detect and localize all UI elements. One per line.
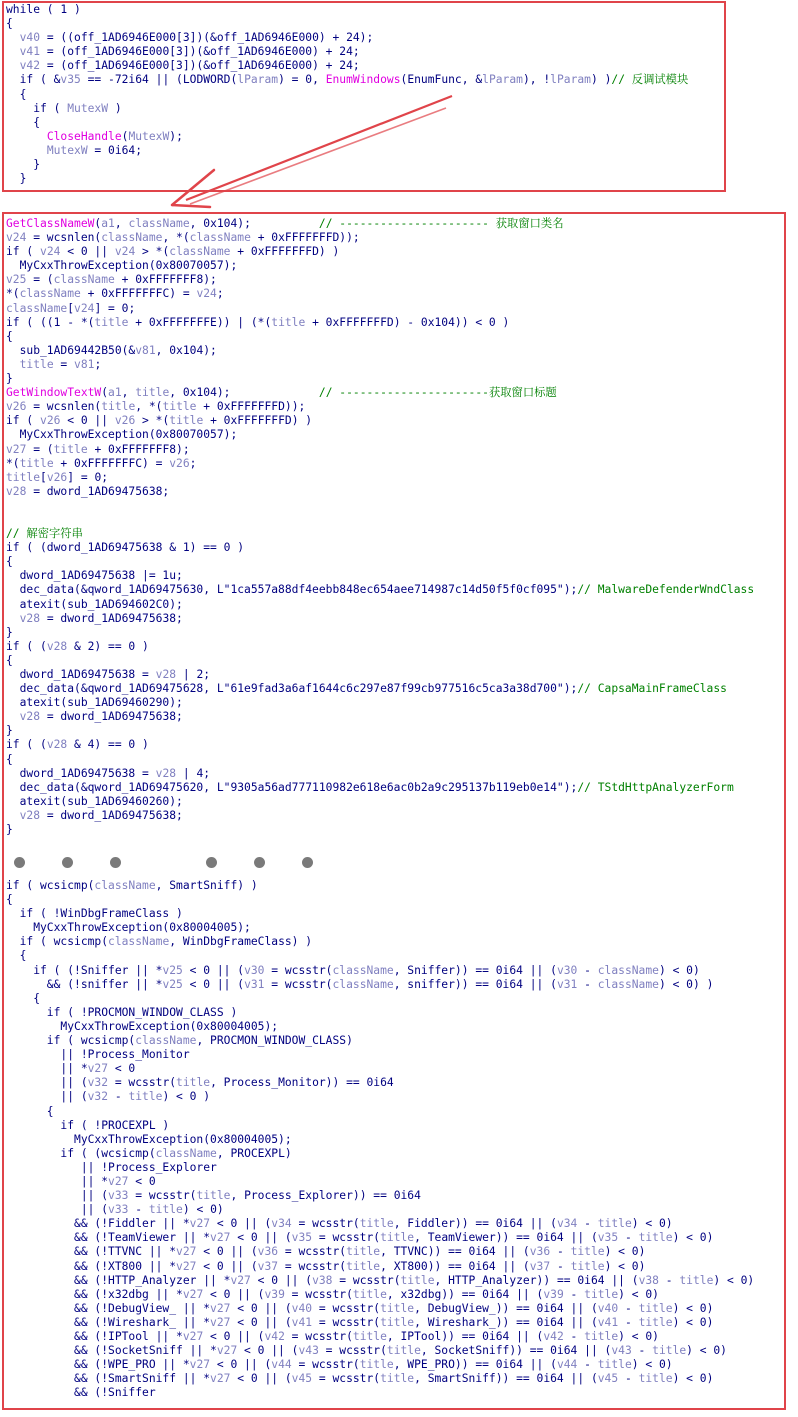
code-line: MyCxxThrowException(0x80004005); [6, 921, 251, 935]
code-line: v40 = ((off_1AD6946E000[3])(&off_1AD6946E000) + 24); [19, 31, 374, 45]
code-line: v41 = (off_1AD6946E000[3])(&off_1AD6946E000) + 24; [19, 45, 360, 59]
code-line: MyCxxThrowException(0x80004005); [6, 1019, 279, 1033]
code-line: { [6, 653, 13, 667]
code-line: title[v26] = 0; [6, 470, 109, 484]
code-line: } [6, 158, 41, 172]
dot-icon [302, 857, 313, 868]
code-line: { [6, 17, 13, 31]
code-line: v28 = dword_1AD69475638; [19, 808, 183, 822]
code-line: { [6, 1104, 54, 1118]
code-line: dec_data(&qword_1AD69475620, L"9305a56ad777110982e618e6ac0b2a9c295137b119eb0e14");// TStdHttpAnalyzerForm [6, 780, 734, 794]
code-line: && (!Fiddler || *v27 < 0 || (v34 = wcsstr(title, Fiddler)) == 0i64 || (v34 - title) < 0) [6, 1217, 673, 1231]
code-line: *(className + 0xFFFFFFFC) = v24; [6, 287, 224, 301]
code-line: || !Process_Monitor [6, 1048, 190, 1062]
code-line: && (!sniffer || *v25 < 0 || (v31 = wcsstr(className, sniffer)) == 0i64 || (v31 - className) < 0) ) [6, 977, 714, 991]
code-line: } [6, 172, 27, 186]
code-line: // 解密字符串 [6, 527, 83, 541]
code-line [6, 513, 754, 527]
code-line: if ( (v28 & 4) == 0 ) [6, 738, 149, 752]
dot-icon [206, 857, 217, 868]
code-line: if ( !PROCEXPL ) [6, 1118, 170, 1132]
code-line: && (!SmartSniff || *v27 < 0 || (v45 = wcsstr(title, SmartSniff)) == 0i64 || (v45 - title) < 0) [6, 1372, 714, 1386]
code-line: && (!DebugView_ || *v27 < 0 || (v40 = wcsstr(title, DebugView_)) == 0i64 || (v40 - title) < 0) [6, 1301, 714, 1315]
code-line: if ( (v28 & 2) == 0 ) [6, 639, 149, 653]
code-line: dword_1AD69475638 = v28 | 2; [6, 668, 211, 681]
code-line: && (!Wireshark_ || *v27 < 0 || (v41 = wcsstr(title, Wireshark_)) == 0i64 || (v41 - title) < 0) [6, 1315, 714, 1329]
code-line: && (!IPTool || *v27 < 0 || (v42 = wcsstr(title, IPTool)) == 0i64 || (v42 - title) < 0) [6, 1330, 659, 1343]
code-line: v25 = (className + 0xFFFFFFF8); [6, 273, 217, 287]
code-line: CloseHandle(MutexW); [46, 129, 183, 143]
code-line: && (!SocketSniff || *v27 < 0 || (v43 = wcsstr(title, SocketSniff)) == 0i64 || (v43 - title) < 0) [6, 1344, 727, 1358]
code-line: dword_1AD69475638 |= 1u; [6, 569, 183, 583]
code-line: if ( wcsicmp(className, WinDbgFrameClass) ) [6, 935, 313, 949]
code-line: if ( !PROCMON_WINDOW_CLASS ) [6, 1005, 238, 1019]
code-block-anti-debug [6, 3, 688, 186]
code-line: v28 = dword_1AD69475638; [6, 484, 170, 498]
code-line [6, 499, 754, 513]
code-line: } [6, 372, 13, 386]
code-line: { [6, 115, 41, 129]
code-line: || *v27 < 0 [6, 1062, 136, 1076]
code-block-window-info [6, 217, 754, 837]
code-line: && (!TeamViewer || *v27 < 0 || (v35 = wcsstr(title, TeamViewer)) == 0i64 || (v35 - title) < 0) [6, 1231, 714, 1245]
code-line: || (v33 - title) < 0) [6, 1203, 224, 1217]
code-line: atexit(sub_1AD69460290); [6, 696, 183, 710]
code-line: && (!x32dbg || *v27 < 0 || (v39 = wcsstr(title, x32dbg)) == 0i64 || (v39 - title) < 0) [6, 1287, 659, 1301]
code-line: { [6, 752, 13, 766]
code-line: || (v32 - title) < 0 ) [6, 1090, 211, 1104]
code-line: dword_1AD69475638 = v28 | 4; [6, 766, 211, 780]
code-line: if ( MutexW ) [6, 101, 122, 115]
code-line: { [6, 991, 41, 1005]
code-line: { [6, 949, 27, 963]
code-line: dec_data(&qword_1AD69475630, L"1ca557a88df4eebb848ec654aee714987c14d50f5f0cf095");// MalwareDefenderWndClass [6, 583, 755, 597]
code-line: GetClassNameW(a1, className, 0x104); // ---------------------- 获取窗口类名 [6, 217, 564, 230]
code-line: { [6, 87, 27, 101]
dot-icon [110, 857, 121, 868]
code-line: { [6, 329, 13, 343]
code-line: && (!TTVNC || *v27 < 0 || (v36 = wcsstr(title, TTVNC)) == 0i64 || (v36 - title) < 0) [6, 1245, 646, 1259]
code-line: v28 = dword_1AD69475638; [19, 611, 183, 625]
code-line: if ( wcsicmp(className, PROCMON_WINDOW_CLASS) [6, 1034, 353, 1048]
code-line: MyCxxThrowException(0x80070057); [6, 428, 238, 442]
code-line: if ( !WinDbgFrameClass ) [6, 907, 183, 921]
code-line: || !Process_Explorer [6, 1160, 217, 1174]
code-line: if ( v26 < 0 || v26 > *(title + 0xFFFFFFFD) ) [6, 414, 313, 428]
code-line: if ( ((1 - *(title + 0xFFFFFFFE)) | (*(title + 0xFFFFFFFD) - 0x104)) < 0 ) [6, 315, 510, 329]
code-line: title = v81; [19, 357, 102, 371]
code-line: MyCxxThrowException(0x80070057); [6, 259, 238, 273]
code-line: } [6, 823, 13, 837]
code-line: || *v27 < 0 [6, 1174, 156, 1188]
code-line: || (v33 = wcsstr(title, Process_Explorer)) == 0i64 [6, 1189, 421, 1203]
code-line: v42 = (off_1AD6946E000[3])(&off_1AD6946E000) + 24; [19, 59, 360, 73]
code-block-tool-detection [6, 879, 754, 1400]
code-line: GetWindowTextW(a1, title, 0x104); // ----------------------获取窗口标题 [6, 386, 557, 400]
code-line: if ( (dword_1AD69475638 & 1) == 0 ) [6, 541, 245, 555]
code-line: && (!Sniffer [6, 1386, 156, 1400]
code-line: && (!WPE_PRO || *v27 < 0 || (v44 = wcsstr(title, WPE_PRO)) == 0i64 || (v44 - title) < 0) [6, 1358, 673, 1372]
code-line: v27 = (title + 0xFFFFFFF8); [6, 442, 190, 456]
code-line: if ( &v35 == -72i64 || (LODWORD(lParam) = 0, EnumWindows(EnumFunc, &lParam), !lParam) )// 反调试模块 [6, 73, 689, 87]
code-line: && (!XT800 || *v27 < 0 || (v37 = wcsstr(title, XT800)) == 0i64 || (v37 - title) < 0) [6, 1259, 646, 1273]
code-line: className[v24] = 0; [6, 301, 136, 315]
code-line: } [6, 625, 13, 639]
code-line: sub_1AD69442B50(&v81, 0x104); [6, 343, 217, 357]
code-line: while ( 1 ) [6, 3, 81, 16]
code-line: } [6, 724, 13, 738]
code-line: || (v32 = wcsstr(title, Process_Monitor)) == 0i64 [6, 1076, 394, 1090]
code-line: *(title + 0xFFFFFFFC) = v26; [6, 456, 197, 470]
code-line: v28 = dword_1AD69475638; [19, 710, 183, 724]
dot-icon [62, 857, 73, 868]
code-line: dec_data(&qword_1AD69475628, L"61e9fad3a6af1644c6c297e87f99cb977516c5ca3a38d700");// CapsaMainFrameClass [6, 682, 727, 696]
dot-icon [14, 857, 25, 868]
code-line: atexit(sub_1AD69460260); [6, 794, 183, 808]
code-line: { [6, 893, 13, 907]
dot-icon [254, 857, 265, 868]
code-line: { [6, 555, 13, 569]
code-line: MutexW = 0i64; [46, 143, 143, 157]
code-line: v26 = wcsnlen(title, *(title + 0xFFFFFFFD)); [6, 400, 306, 414]
code-line: if ( (wcsicmp(className, PROCEXPL) [6, 1146, 292, 1160]
code-line: if ( (!Sniffer || *v25 < 0 || (v30 = wcsstr(className, Sniffer)) == 0i64 || (v30 - className) < 0) [6, 963, 700, 977]
code-line: MyCxxThrowException(0x80004005); [6, 1132, 292, 1146]
code-line: && (!HTTP_Analyzer || *v27 < 0 || (v38 = wcsstr(title, HTTP_Analyzer)) == 0i64 || (v38 - title) < 0) [6, 1273, 755, 1287]
code-line: if ( v24 < 0 || v24 > *(className + 0xFFFFFFFD) ) [6, 245, 340, 259]
code-line: v24 = wcsnlen(className, *(className + 0xFFFFFFFD)); [6, 231, 360, 245]
code-line: atexit(sub_1AD694602C0); [6, 597, 183, 611]
code-line: if ( wcsicmp(className, SmartSniff) ) [6, 879, 258, 892]
